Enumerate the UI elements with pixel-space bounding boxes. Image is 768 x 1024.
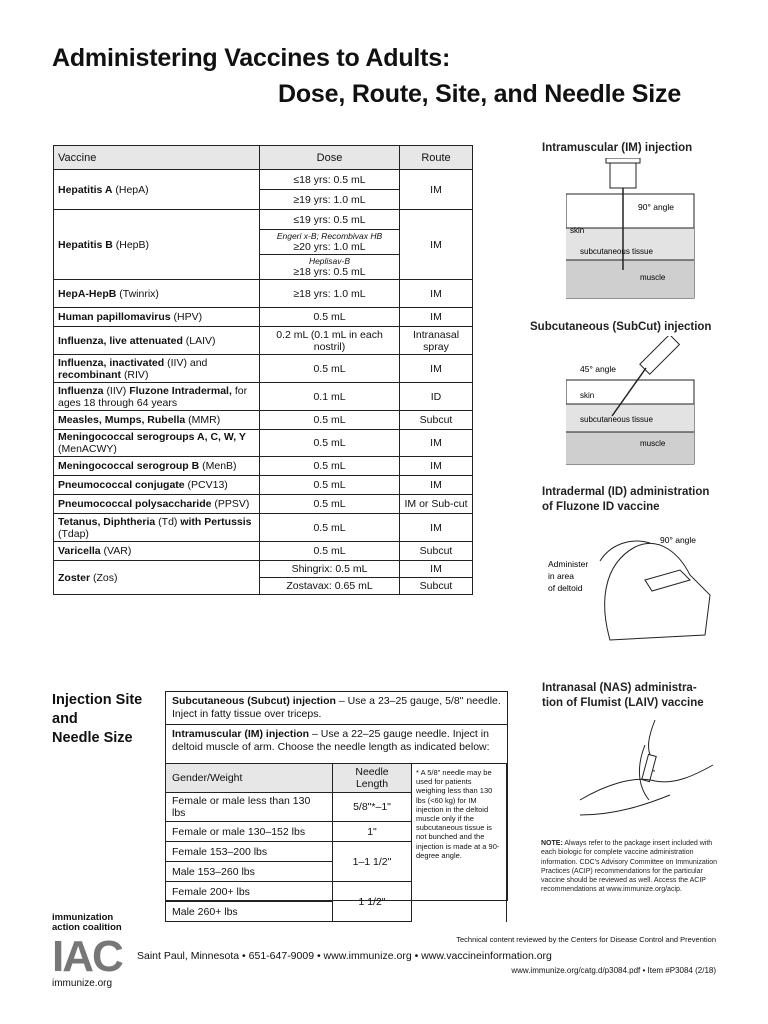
vaccine-name: Influenza (IIV) Fluzone Intradermal, for ages 18 through 64 years	[54, 383, 260, 411]
page-subtitle: Dose, Route, Site, and Needle Size	[278, 80, 682, 108]
subcut-caption: Subcutaneous (SubCut) injection	[530, 321, 712, 333]
route-cell: IM	[400, 561, 473, 578]
route-cell: Intranasal spray	[400, 327, 473, 355]
route-cell: IM	[400, 476, 473, 495]
col-gender: Gender/Weight	[166, 764, 333, 793]
vaccine-name: Meningococcal serogroup B (MenB)	[54, 457, 260, 476]
route-cell: Subcut	[400, 411, 473, 430]
table-row	[54, 495, 473, 514]
table-header-row	[54, 146, 473, 170]
dose-cell: Heplisav-B ≥18 yrs: 0.5 mL	[260, 255, 400, 280]
dose-cell: Zostavax: 0.65 mL	[260, 578, 400, 595]
gender-cell: Female or male 130–152 lbs	[166, 822, 333, 842]
dose-cell: 0.2 mL (0.1 mL in each nostril)	[260, 327, 400, 355]
dose-cell: 0.5 mL	[260, 542, 400, 561]
needle-footnote: * A 5/8" needle may be used for patients weighing less than 130 lbs (<60 kg) for IM injection in the deltoid muscle only if the subcutaneous tissue is not bunched and the injection is made at a 90-degree angle.	[412, 764, 507, 922]
id-injection-diagram	[540, 525, 715, 645]
table-row	[54, 542, 473, 561]
gender-cell: Male 153–260 lbs	[166, 862, 333, 882]
vaccine-name: Human papillomavirus (HPV)	[54, 308, 260, 327]
iac-logo: immunization action coalition IAC immunize.org	[52, 912, 122, 989]
subcut-instructions: Subcutaneous (Subcut) injection – Use a 23–25 gauge, 5/8" needle. Inject in fatty tissue over triceps.	[166, 692, 507, 725]
dose-cell: 0.5 mL	[260, 514, 400, 542]
route-cell: IM	[400, 210, 473, 280]
vaccine-name: Meningococcal serogroups A, C, W, Y (MenACWY)	[54, 430, 260, 457]
table-row	[54, 476, 473, 495]
table-row	[54, 210, 473, 230]
dose-cell: 0.5 mL	[260, 411, 400, 430]
dose-cell: Engeri x-B; Recombivax HB ≥20 yrs: 1.0 mL	[260, 230, 400, 255]
route-cell: IM or Sub-cut	[400, 495, 473, 514]
col-route: Route	[400, 146, 473, 170]
needle-cell: 1"	[333, 822, 412, 842]
dose-cell: ≤19 yrs: 0.5 mL	[260, 210, 400, 230]
table-row	[54, 355, 473, 383]
table-row	[54, 327, 473, 355]
route-cell: IM	[400, 280, 473, 308]
needle-table	[165, 763, 507, 922]
route-cell: IM	[400, 457, 473, 476]
site-title: Injection Site and Needle Size	[52, 692, 143, 746]
route-cell: Subcut	[400, 578, 473, 595]
id-label-2: in area	[548, 571, 574, 581]
vaccine-name: Hepatitis B (HepB)	[54, 210, 260, 280]
table-row	[54, 561, 473, 578]
im-injection-diagram	[566, 158, 696, 300]
table-row	[54, 430, 473, 457]
col-vaccine: Vaccine	[54, 146, 260, 170]
dose-cell: 0.5 mL	[260, 495, 400, 514]
gender-cell: Female 153–200 lbs	[166, 842, 333, 862]
muscle-label: muscle	[640, 273, 666, 282]
subcut-angle-label: 45° angle	[580, 364, 617, 374]
subcut-tissue-label: subcutaneous tissue	[580, 247, 653, 256]
table-row	[54, 308, 473, 327]
route-cell: ID	[400, 383, 473, 411]
dose-cell: 0.5 mL	[260, 430, 400, 457]
nas-caption-1: Intranasal (NAS) administra-	[542, 682, 697, 694]
muscle-label: muscle	[640, 439, 666, 448]
dose-cell: 0.5 mL	[260, 457, 400, 476]
subcut-tissue-label: subcutaneous tissue	[580, 415, 653, 424]
dose-cell: ≤18 yrs: 0.5 mL	[260, 170, 400, 190]
table-row	[54, 170, 473, 190]
vaccine-name: Influenza, inactivated (IIV) and recombinant (RIV)	[54, 355, 260, 383]
table-row	[54, 411, 473, 430]
vaccine-name: Pneumococcal conjugate (PCV13)	[54, 476, 260, 495]
col-dose: Dose	[260, 146, 400, 170]
needle-cell: 1 1/2"	[333, 882, 412, 922]
vaccine-name: Pneumococcal polysaccharide (PPSV)	[54, 495, 260, 514]
table-row	[54, 383, 473, 411]
route-cell: IM	[400, 170, 473, 210]
vaccine-name: Varicella (VAR)	[54, 542, 260, 561]
technical-review-line: Technical content reviewed by the Centers for Disease Control and Prevention	[456, 935, 716, 944]
route-cell: IM	[400, 308, 473, 327]
nas-caption-2: tion of Flumist (LAIV) vaccine	[542, 697, 704, 709]
vaccine-name: Measles, Mumps, Rubella (MMR)	[54, 411, 260, 430]
note-text: NOTE: Always refer to the package insert included with each biologic for complete vaccine administration information. CDC's Advisory Committee on Immunization Practices (ACIP) recommendations for the particular vaccine should be reviewed as well. Access the ACIP recommendations at www.immunize.org/acip.	[541, 840, 718, 894]
im-caption: Intramuscular (IM) injection	[542, 142, 693, 154]
table-row	[54, 514, 473, 542]
vaccine-name: Influenza, live attenuated (LAIV)	[54, 327, 260, 355]
vaccine-name: Tetanus, Diphtheria (Td) with Pertussis (Tdap)	[54, 514, 260, 542]
contact-line: Saint Paul, Minnesota • 651-647-9009 • www.immunize.org • www.vaccineinformation.org	[137, 950, 552, 962]
gender-cell: Male 260+ lbs	[166, 902, 333, 922]
skin-label: skin	[580, 391, 595, 400]
table-row	[54, 457, 473, 476]
id-label-1: Administer	[548, 559, 589, 569]
dose-cell: 0.5 mL	[260, 476, 400, 495]
needle-cell: 5/8"*–1"	[333, 793, 412, 822]
im-angle-label: 90° angle	[638, 202, 675, 212]
route-cell: IM	[400, 355, 473, 383]
table-row	[54, 280, 473, 308]
col-needle: Needle Length	[333, 764, 412, 793]
gender-cell: Female or male less than 130 lbs	[166, 793, 333, 822]
page-title: Administering Vaccines to Adults:	[52, 44, 451, 72]
id-angle-label: 90° angle	[660, 535, 697, 545]
needle-cell: 1–1 1/2"	[333, 842, 412, 882]
dose-cell: 0.5 mL	[260, 355, 400, 383]
skin-label: skin	[570, 226, 585, 235]
dose-cell: ≥18 yrs: 1.0 mL	[260, 280, 400, 308]
dose-cell: Shingrix: 0.5 mL	[260, 561, 400, 578]
im-instructions: Intramuscular (IM) injection – Use a 22–25 gauge needle. Inject in deltoid muscle of arm. Choose the needle length as indicated below:	[172, 728, 490, 753]
nas-diagram	[575, 715, 715, 830]
id-label-3: of deltoid	[548, 583, 583, 593]
item-line: www.immunize.org/catg.d/p3084.pdf • Item #P3084 (2/18)	[511, 966, 716, 975]
route-cell: IM	[400, 514, 473, 542]
id-caption-2: of Fluzone ID vaccine	[542, 501, 660, 513]
vaccine-table	[53, 145, 473, 595]
vaccine-name: Hepatitis A (HepA)	[54, 170, 260, 210]
route-cell: IM	[400, 430, 473, 457]
id-caption-1: Intradermal (ID) administration	[542, 486, 710, 498]
route-cell: Subcut	[400, 542, 473, 561]
subcut-injection-diagram	[566, 336, 696, 466]
vaccine-name: HepA-HepB (Twinrix)	[54, 280, 260, 308]
dose-cell: ≥19 yrs: 1.0 mL	[260, 190, 400, 210]
dose-cell: 0.5 mL	[260, 308, 400, 327]
vaccine-name: Zoster (Zos)	[54, 561, 260, 595]
gender-cell: Female 200+ lbs	[166, 882, 333, 902]
dose-cell: 0.1 mL	[260, 383, 400, 411]
